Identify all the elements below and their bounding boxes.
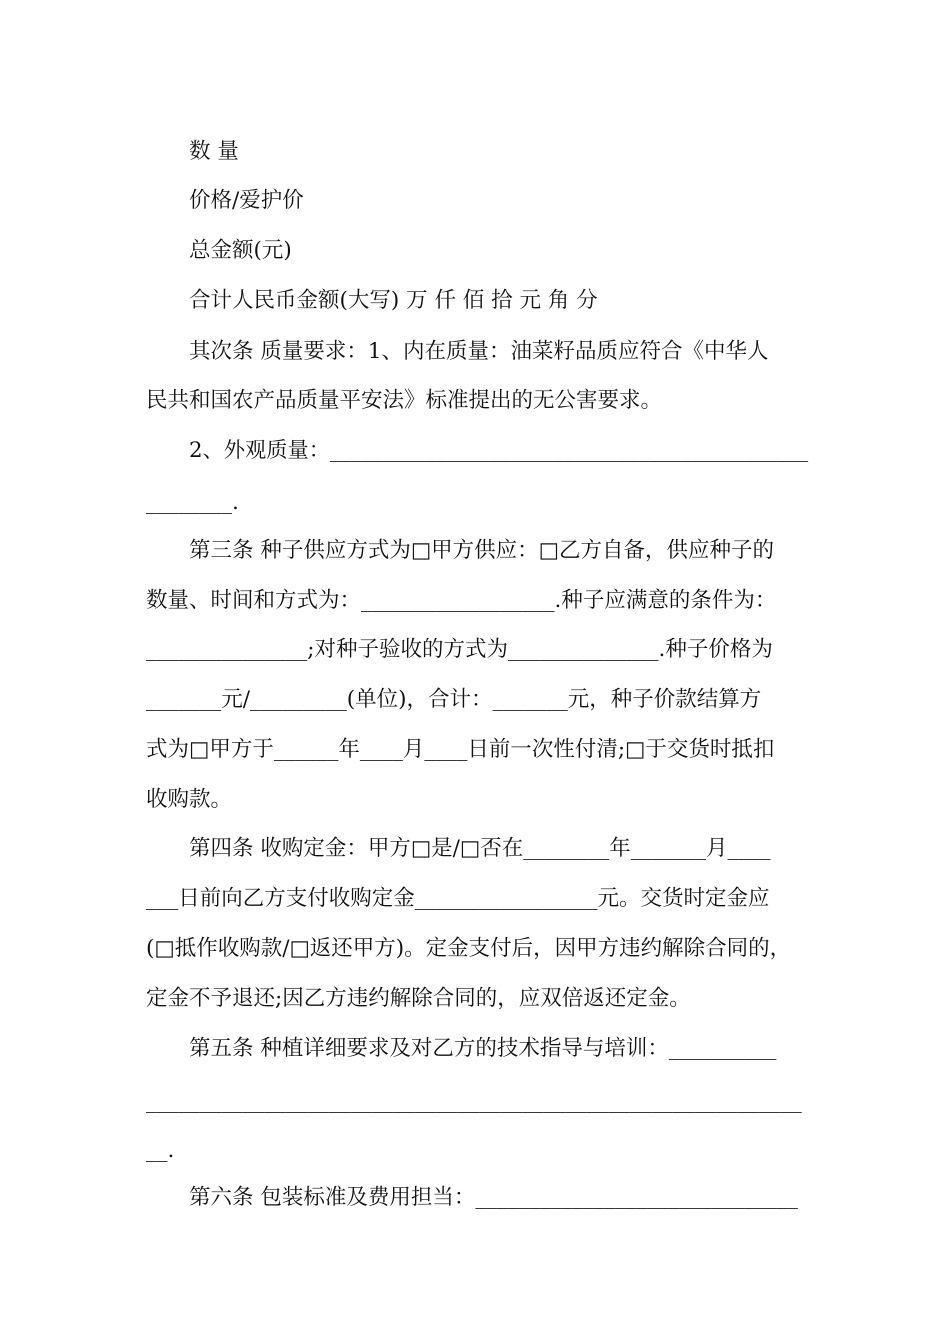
line-article-5: 第五条 种植详细要求及对乙方的技术指导与培训：__________ (189, 1036, 777, 1061)
line-article-4: 第四条 收购定金：甲方□是/□否在________年_______月____ (189, 836, 771, 861)
line-article-5-end: __. (146, 1138, 175, 1163)
line-quantity: 数 量 (189, 139, 239, 164)
line-article-3: 第三条 种子供应方式为□甲方供应：□乙方自备，供应种子的 (189, 538, 774, 563)
line-article-3-cont-3: _______元/_________(单位)，合计：_______元，种子价款结算方 (146, 687, 762, 712)
line-article-3-cont-1: 数量、时间和方式为：__________________.种子应满意的条件为： (146, 588, 777, 613)
line-article-3-cont-5: 收购款。 (146, 787, 233, 812)
line-article-4-cont-3: 定金不予退还;因乙方违约解除合同的，应双倍返还定金。 (146, 986, 691, 1011)
line-appearance-quality: 2、外观质量：_____________________________________________ (189, 438, 809, 463)
line-total-rmb: 合计人民币金额(大写) 万 仟 佰 拾 元 角 分 (189, 288, 598, 313)
line-total-amount: 总金额(元) (189, 238, 292, 263)
line-price: 价格/爱护价 (189, 188, 304, 213)
line-article-6: 第六条 包装标准及费用担当：______________________________ (189, 1185, 798, 1210)
line-article-2: 其次条 质量要求：1、内在质量：油菜籽品质应符合《中华人 (189, 339, 769, 364)
line-article-2-cont: 民共和国农产品质量平安法》标准提出的无公害要求。 (146, 388, 663, 413)
line-article-3-cont-2: _______________;对种子验收的方式为______________.种子价格为 (146, 637, 773, 662)
line-article-4-cont-1: ___日前向乙方支付收购定金_________________元。交货时定金应 (146, 886, 770, 911)
line-article-4-cont-2: (□抵作收购款/□返还甲方)。定金支付后，因甲方违约解除合同的， (146, 936, 792, 961)
line-appearance-quality-cont: ________. (146, 490, 239, 515)
line-article-5-blank: _____________________________________________________________ (146, 1089, 802, 1114)
line-article-3-cont-4: 式为□甲方于______年____月____日前一次性付清;□于交货时抵扣 (146, 737, 775, 762)
